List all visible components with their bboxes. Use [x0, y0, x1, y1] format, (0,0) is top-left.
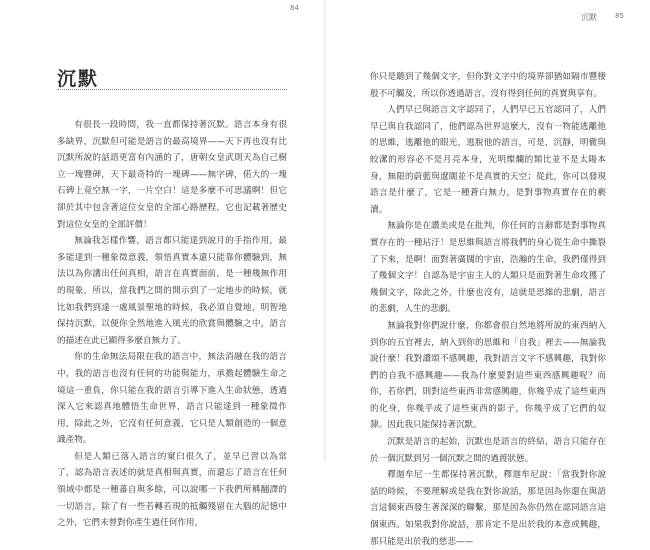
- paragraph: 但是人類已落入語言的窠臼很久了，並早已習以為常了，認為語言表述的就是真相與真實，而還忘了語言在任何領域中都是一種蕃自與多餘，可以說哪一下我們所稱翻譯的一切語言，除了有一些若轉若現的抵觸殘留在大腦的記憶中之外，它們未曾對你產生過任何作用，: [57, 451, 287, 529]
- chapter-title: 沉默: [57, 68, 100, 90]
- title-divider: [57, 89, 287, 90]
- running-head: 沉默: [581, 13, 597, 22]
- paragraph: 有很長一段時間，我一直都保持著沉默。語言本身有很多缺界，沉默但可能是語言的最高境界——天下再也沒有比沉默所說的話語更富有內涵的了，唐朝女皇武則天為自己樹立一塊豐碑，天下最奇特的一塊碑——無字碑，偌大的一塊石碑上竟空無一字，一片空白！這是多麼不可思議啊！但它卻於其中包含著這位女皇的全部心路歷程，它也記載著歷史對這位女皇的全部評價！: [57, 120, 287, 230]
- paragraph: 你只是聽到了幾個文字，但你對文字中的境界卻猶如隔市豐棲般不可觸及，所以你透過語言，沒有得到任何的真實與享有。: [370, 72, 606, 99]
- right-body-text: [370, 69, 606, 550]
- paragraph: 釋迦牟尼一生都保持著沉默，釋迦牟尼說：「當我對你說話的時候，不要理解或是我在對你說話，那是因為你還在與語言這個東西發生著深深的聯繫，那是因為你仍然在認同語言這個東西。如果我對你說話，那肯定不是出於我的本意或興趣，那只能是出於我的慈悲——: [370, 470, 606, 547]
- left-page: [0, 0, 325, 529]
- paragraph: 無論我怎樣作響，語言都只能達到說月的手指作用，最多能達到一種象徵意義，領悟真實本還只能靠你體驗到，無法以為你講出任何真相，語言在真實面前，是一種幾無作用的現象，所以，當我們之間的開示到了一定地步的時候，就比如我們到達一處風景聖地的時候，我必須自覺地，明智地保持沉默，以便你全然地進入風光的欣賞與體驗之中，語言的描述在此已顯得多麼自無力了。: [57, 236, 287, 346]
- left-body-text: [57, 117, 287, 532]
- paragraph: 人們早已與語言文字認同了，人們早已五官認同了，人們早已與自我認同了，他們認為世界這麼大，沒有一物能逃離他的思維，逃離他的眼光，逃脫他的語言，可是，沉靜，明徹與皎潔的形容必不是月亮本身，光明燦爛的類比並不是太陽本身，無限的蔚藍與遼闊並不是真實的天空；從此，你可以發現語言是什麼了，它是一種蒼白無力，是對事物真實存在的褻瀆。: [370, 105, 606, 215]
- left-page-number: 84: [290, 4, 299, 12]
- paragraph: 無論你是在讚美或是在批判，你任何的言辭都是對事物真實存在的一種玷汙！是思維與語言將我們的身心從生命中撕裂了下來，是啊！面對著廣闊的宇宙，浩瀚的生命，我們僅得到了幾個文字！自認為是宇宙主人的人類只是面對著生命攻獲了幾個文字，除此之外，什麼也沒有，這就是思維的悲劇，語言的悲劇，人生的悲劇。: [370, 221, 606, 315]
- right-page-number: 85: [615, 12, 624, 20]
- right-page: [325, 0, 650, 547]
- paragraph: 你的生命無法局限在我的語言中，無法消融在我的語言中，我的語言也沒有任何的功能與能力，承擔起體驗生命之境這一重負，你只能在我的語言引導下進入生命狀態，透過深入它來認真地體悟生命世界，語言只能達到一種象徵作用，除此之外，它沒有任何意義，它只是人類創造的一個意識產物。: [57, 352, 287, 446]
- paragraph: 沉默是語言的起始，沉默也是語言的終結，語言只能存在於一個沉默到另一個沉默之間的過渡狀態。: [370, 437, 606, 464]
- paragraph: 無論我對你們說什麼，你都會很自然地將所說的東西納入到你的五官裡去，納入到你的思維和「自我」裡去——無論我說什麼！我對讚頌不感興趣，我對語言文字不感興趣，我對你們的自我不感興趣——我為什麼要對這些東西感興趣呢？而你，若你們，則對這些東西非常感興趣，你幾乎成了這些東西的化身，你幾乎成了這些東西的影子，你幾乎成了它們的奴隸。因此我只能保持著沉默。: [370, 320, 606, 431]
